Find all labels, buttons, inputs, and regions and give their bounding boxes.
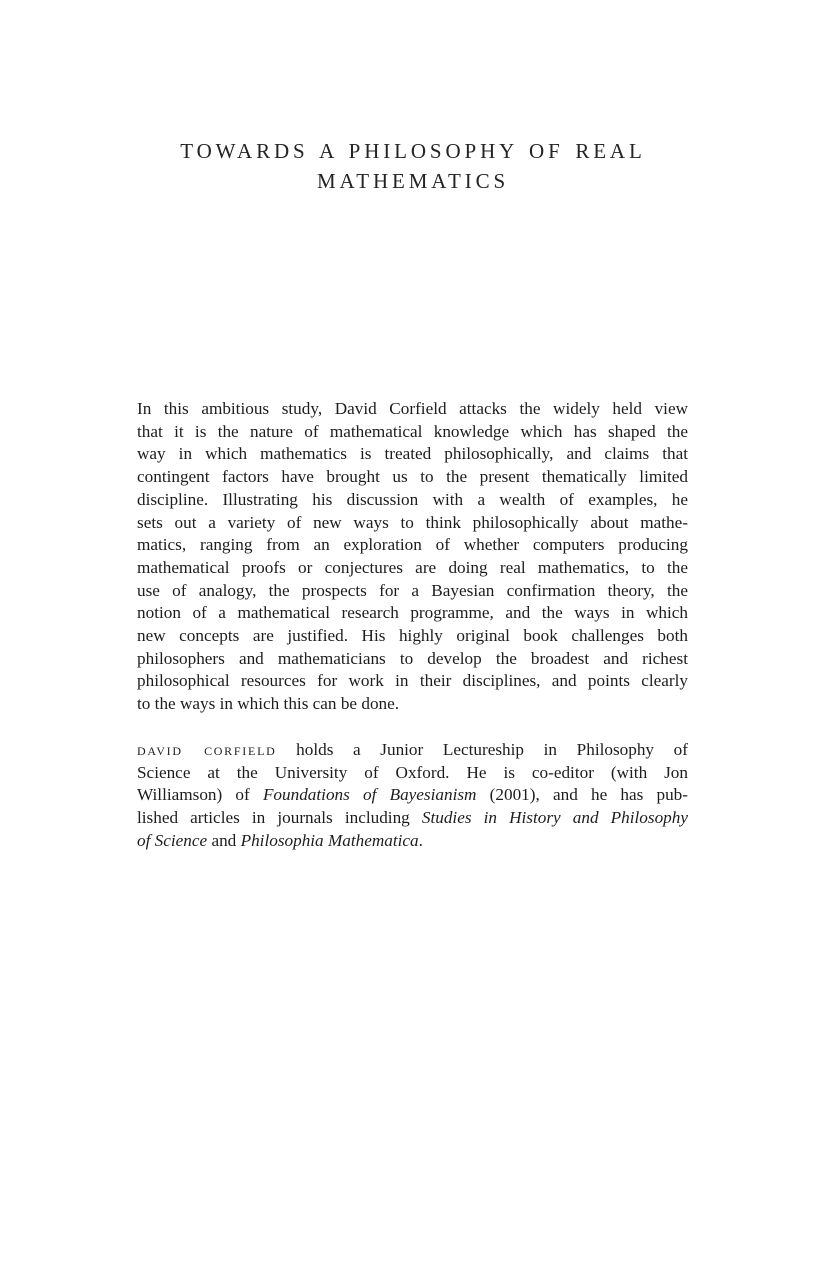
text-run: contingent factors have brought us to the present thematically limited: [137, 467, 688, 487]
text-run: .: [418, 830, 423, 850]
text-run: use of analogy, the prospects for a Bayesian confirmation theory, the: [137, 580, 688, 600]
text-run: to the ways in which this can be done.: [137, 694, 400, 714]
text-run: new concepts are justified. His highly original book challenges both: [137, 626, 688, 646]
text-line: [137, 762, 688, 785]
text-run: way in which mathematics is treated philosophically, and claims that: [137, 444, 688, 464]
text-line: [137, 580, 688, 603]
text-run: and: [207, 830, 241, 850]
book-title-line1: TOWARDS A PHILOSOPHY OF REAL: [180, 139, 646, 163]
text-run: lished articles in journals including: [137, 807, 422, 827]
text-run: Science at the University of Oxford. He is co-editor (with Jon: [137, 762, 688, 782]
text-line: [137, 557, 688, 580]
italic-text-run: Philosophia Mathematica: [240, 830, 419, 850]
text-line: [137, 466, 688, 489]
text-line: [137, 807, 688, 830]
text-run: Williamson) of: [137, 785, 263, 805]
text-line: [137, 602, 688, 625]
blurb-paragraph: [137, 398, 688, 716]
text-run: philosophers and mathematicians to develop the broadest and richest: [137, 648, 688, 668]
text-line: [137, 648, 688, 671]
text-run: discipline. Illustrating his discussion with a wealth of examples, he: [137, 489, 688, 509]
text-line: [137, 693, 688, 716]
text-line: [137, 489, 688, 512]
text-run: holds a Junior Lectureship in Philosophy of: [276, 739, 688, 759]
text-run: mathematical proofs or conjectures are doing real mathematics, to the: [137, 557, 688, 577]
text-run: matics, ranging from an exploration of whether computers producing: [137, 535, 688, 555]
text-line: [137, 739, 688, 762]
text-line: [137, 512, 688, 535]
text-run: philosophical resources for work in their disciplines, and points clearly: [137, 671, 688, 691]
text-line: [137, 830, 688, 853]
author-bio-paragraph: [137, 739, 688, 853]
text-run: (2001), and he has pub-: [476, 785, 688, 805]
italic-text-run: Studies in History and Philosophy: [421, 807, 688, 827]
text-line: [137, 443, 688, 466]
text-line: [137, 421, 688, 444]
text-run: In this ambitious study, David Corfield attacks the widely held view: [137, 399, 688, 418]
text-line: [137, 670, 688, 693]
italic-text-run: of Science: [137, 830, 208, 850]
text-line: [137, 534, 688, 557]
book-title: [0, 136, 826, 196]
text-line: [137, 625, 688, 648]
text-block: [137, 398, 688, 852]
book-title-line2: MATHEMATICS: [316, 169, 510, 193]
italic-text-run: Foundations of Bayesianism: [262, 785, 477, 805]
text-line: [137, 784, 688, 807]
text-run: sets out a variety of new ways to think philosophically about mathe-: [137, 512, 688, 532]
smallcaps-text-run: david corfield: [137, 739, 277, 759]
text-run: notion of a mathematical research programme, and the ways in which: [137, 603, 688, 623]
text-run: that it is the nature of mathematical knowledge which has shaped the: [137, 421, 688, 441]
text-line: [137, 398, 688, 421]
